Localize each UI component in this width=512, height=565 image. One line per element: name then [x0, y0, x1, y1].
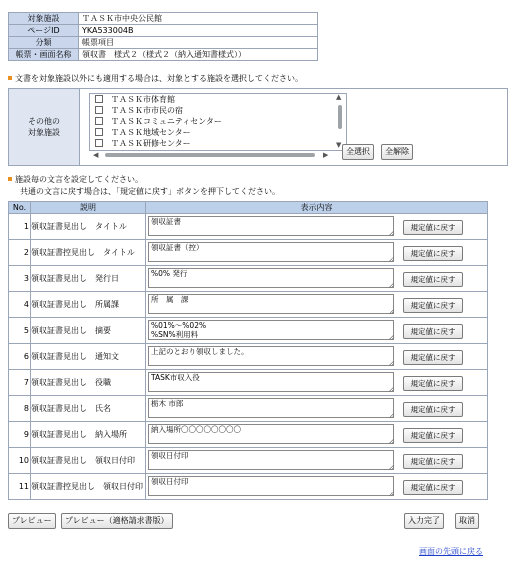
- row-number: 1: [9, 214, 31, 240]
- info-row: [9, 49, 318, 61]
- row-number: 3: [9, 266, 31, 292]
- deselect-all-button[interactable]: 全解除: [381, 144, 413, 160]
- content-textarea[interactable]: 所 属 課: [148, 294, 394, 314]
- info-row: [9, 25, 318, 37]
- row-description: 領収証書見出し 発行日: [31, 266, 146, 292]
- row-description: 領収証書見出し タイトル: [31, 214, 146, 240]
- content-textarea[interactable]: 領収日付印: [148, 450, 394, 470]
- scroll-right-arrow-icon[interactable]: ▶: [323, 151, 329, 159]
- reset-default-button[interactable]: 規定値に戻す: [403, 402, 463, 417]
- bullet-square-icon: [8, 76, 12, 80]
- facility-list-horizontal-scrollbar[interactable]: [89, 150, 345, 160]
- checkbox[interactable]: [95, 139, 103, 147]
- facility-item-label: ＴＡＳＫコミュニティセンター: [111, 117, 222, 126]
- facility-list-vertical-scrollbar[interactable]: [335, 93, 345, 149]
- info-row: [9, 13, 318, 25]
- info-label: 対象施設: [9, 13, 79, 25]
- setting-note: [8, 175, 143, 185]
- table-row: [9, 266, 488, 292]
- row-content-cell: [146, 422, 488, 448]
- select-all-button[interactable]: 全選択: [342, 144, 374, 160]
- info-value: 帳票項目: [79, 37, 318, 49]
- row-description: 領収証書控見出し 領収日付印: [31, 474, 146, 500]
- content-textarea[interactable]: 領収日付印: [148, 476, 394, 496]
- bullet-square-icon: [8, 177, 12, 181]
- table-row: [9, 344, 488, 370]
- row-description: 領収証書見出し 摘要: [31, 318, 146, 344]
- row-description: 領収証書見出し 所属課: [31, 292, 146, 318]
- table-row: [9, 396, 488, 422]
- row-number: 5: [9, 318, 31, 344]
- facility-item-label: ＴＡＳＫ市体育館: [111, 95, 175, 104]
- resize-grip-icon[interactable]: [389, 257, 394, 262]
- table-row: [9, 370, 488, 396]
- row-content-cell: [146, 266, 488, 292]
- row-description: 領収証書控見出し タイトル: [31, 240, 146, 266]
- text-settings-table: [8, 201, 488, 500]
- resize-grip-icon[interactable]: [389, 231, 394, 236]
- scroll-left-arrow-icon[interactable]: ◀: [93, 151, 99, 159]
- other-facilities-label-line1: その他の: [28, 117, 60, 126]
- checkbox[interactable]: [95, 95, 103, 103]
- reset-default-button[interactable]: 規定値に戻す: [403, 376, 463, 391]
- row-content-cell: [146, 214, 488, 240]
- row-number: 4: [9, 292, 31, 318]
- facility-item[interactable]: [90, 94, 346, 105]
- row-number: 2: [9, 240, 31, 266]
- row-content-cell: [146, 474, 488, 500]
- row-description: 領収証書見出し 氏名: [31, 396, 146, 422]
- info-label: 分類: [9, 37, 79, 49]
- table-row: [9, 448, 488, 474]
- facility-item[interactable]: [90, 127, 346, 138]
- reset-default-button[interactable]: 規定値に戻す: [403, 428, 463, 443]
- info-value: 領収書 様式２（様式２（納入通知書様式））: [79, 49, 318, 61]
- content-textarea[interactable]: 領収証書（控）: [148, 242, 394, 262]
- facility-note: [8, 74, 303, 84]
- row-content-cell: [146, 344, 488, 370]
- content-textarea[interactable]: 栃木 市郎: [148, 398, 394, 418]
- preview-button[interactable]: プレビュー: [8, 513, 56, 529]
- facility-item[interactable]: [90, 138, 346, 149]
- table-row: [9, 214, 488, 240]
- content-textarea[interactable]: 上記のとおり領収しました。: [148, 346, 394, 366]
- resize-grip-icon[interactable]: [389, 283, 394, 288]
- row-content-cell: [146, 396, 488, 422]
- info-row: [9, 37, 318, 49]
- row-content-cell: [146, 370, 488, 396]
- back-to-top-link[interactable]: 画面の先頭に戻る: [419, 547, 483, 556]
- reset-default-button[interactable]: 規定値に戻す: [403, 272, 463, 287]
- scroll-up-arrow-icon[interactable]: ▲: [336, 93, 342, 101]
- row-number: 10: [9, 448, 31, 474]
- checkbox[interactable]: [95, 128, 103, 136]
- scroll-down-arrow-icon[interactable]: ▼: [336, 141, 342, 149]
- table-row: [9, 422, 488, 448]
- complete-button[interactable]: 入力完了: [404, 513, 444, 529]
- facility-note-text: 文書を対象施設以外にも適用する場合は、対象とする施設を選択してください。: [15, 74, 303, 83]
- info-label: 帳票・画面名称: [9, 49, 79, 61]
- reset-default-button[interactable]: 規定値に戻す: [403, 454, 463, 469]
- facility-item-label: ＴＡＳＫ研修センター: [111, 139, 191, 148]
- resize-grip-icon[interactable]: [389, 413, 394, 418]
- row-description: 領収証書見出し 納入場所: [31, 422, 146, 448]
- table-row: [9, 292, 488, 318]
- facility-list[interactable]: [89, 93, 347, 151]
- row-content-cell: [146, 292, 488, 318]
- row-number: 8: [9, 396, 31, 422]
- facility-item[interactable]: [90, 105, 346, 116]
- row-content-cell: [146, 318, 488, 344]
- resize-grip-icon[interactable]: [389, 361, 394, 366]
- content-textarea[interactable]: 領収証書: [148, 216, 394, 236]
- default-note: 共通の文言に戻す場合は、「規定値に戻す」ボタンを押下してください。: [20, 187, 280, 196]
- other-facilities-label: [9, 89, 80, 165]
- row-number: 6: [9, 344, 31, 370]
- row-content-cell: [146, 448, 488, 474]
- reset-default-button[interactable]: 規定値に戻す: [403, 220, 463, 235]
- checkbox[interactable]: [95, 106, 103, 114]
- header-description: 説明: [31, 202, 146, 214]
- setting-note-text: 施設毎の文言を設定してください。: [15, 175, 143, 184]
- table-row: [9, 240, 488, 266]
- reset-default-button[interactable]: 規定値に戻す: [403, 246, 463, 261]
- reset-default-button[interactable]: 規定値に戻す: [403, 480, 463, 495]
- row-number: 7: [9, 370, 31, 396]
- info-label: ページID: [9, 25, 79, 37]
- cancel-button[interactable]: 取消: [455, 513, 479, 529]
- row-description: 領収証書見出し 役職: [31, 370, 146, 396]
- row-description: 領収証書見出し 領収日付印: [31, 448, 146, 474]
- facility-item-label: ＴＡＳＫ地域センター: [111, 128, 191, 137]
- table-header-row: [9, 202, 488, 214]
- resize-grip-icon[interactable]: [389, 491, 394, 496]
- resize-grip-icon[interactable]: [389, 335, 394, 340]
- content-textarea[interactable]: %01%～%02% %SN%利用料: [148, 320, 394, 340]
- preview-invoice-button[interactable]: プレビュー（適格請求書版）: [61, 513, 173, 529]
- content-textarea[interactable]: TASK市収入役: [148, 372, 394, 392]
- horizontal-scroll-thumb[interactable]: [105, 153, 315, 157]
- row-content-cell: [146, 240, 488, 266]
- other-facilities-section: [8, 88, 508, 166]
- header-content: 表示内容: [146, 202, 488, 214]
- info-value: ＴＡＳＫ市中央公民館: [79, 13, 318, 25]
- facility-item[interactable]: [90, 116, 346, 127]
- checkbox[interactable]: [95, 117, 103, 125]
- row-number: 9: [9, 422, 31, 448]
- reset-default-button[interactable]: 規定値に戻す: [403, 350, 463, 365]
- reset-default-button[interactable]: 規定値に戻す: [403, 298, 463, 313]
- table-row: [9, 318, 488, 344]
- resize-grip-icon[interactable]: [389, 439, 394, 444]
- row-description: 領収証書見出し 通知文: [31, 344, 146, 370]
- resize-grip-icon[interactable]: [389, 309, 394, 314]
- other-facilities-label-line2: 対象施設: [28, 128, 60, 137]
- resize-grip-icon[interactable]: [389, 387, 394, 392]
- vertical-scroll-thumb[interactable]: [338, 105, 342, 129]
- content-textarea[interactable]: %0% 発行: [148, 268, 394, 288]
- header-no: No.: [9, 202, 31, 214]
- info-value: YKA533004B: [79, 25, 318, 37]
- resize-grip-icon[interactable]: [389, 465, 394, 470]
- row-number: 11: [9, 474, 31, 500]
- table-row: [9, 474, 488, 500]
- reset-default-button[interactable]: 規定値に戻す: [403, 324, 463, 339]
- facility-item-label: ＴＡＳＫ市市民の宿: [111, 106, 183, 115]
- page-info-table: [8, 12, 318, 61]
- content-textarea[interactable]: 納入場所〇〇〇〇〇〇〇〇: [148, 424, 394, 444]
